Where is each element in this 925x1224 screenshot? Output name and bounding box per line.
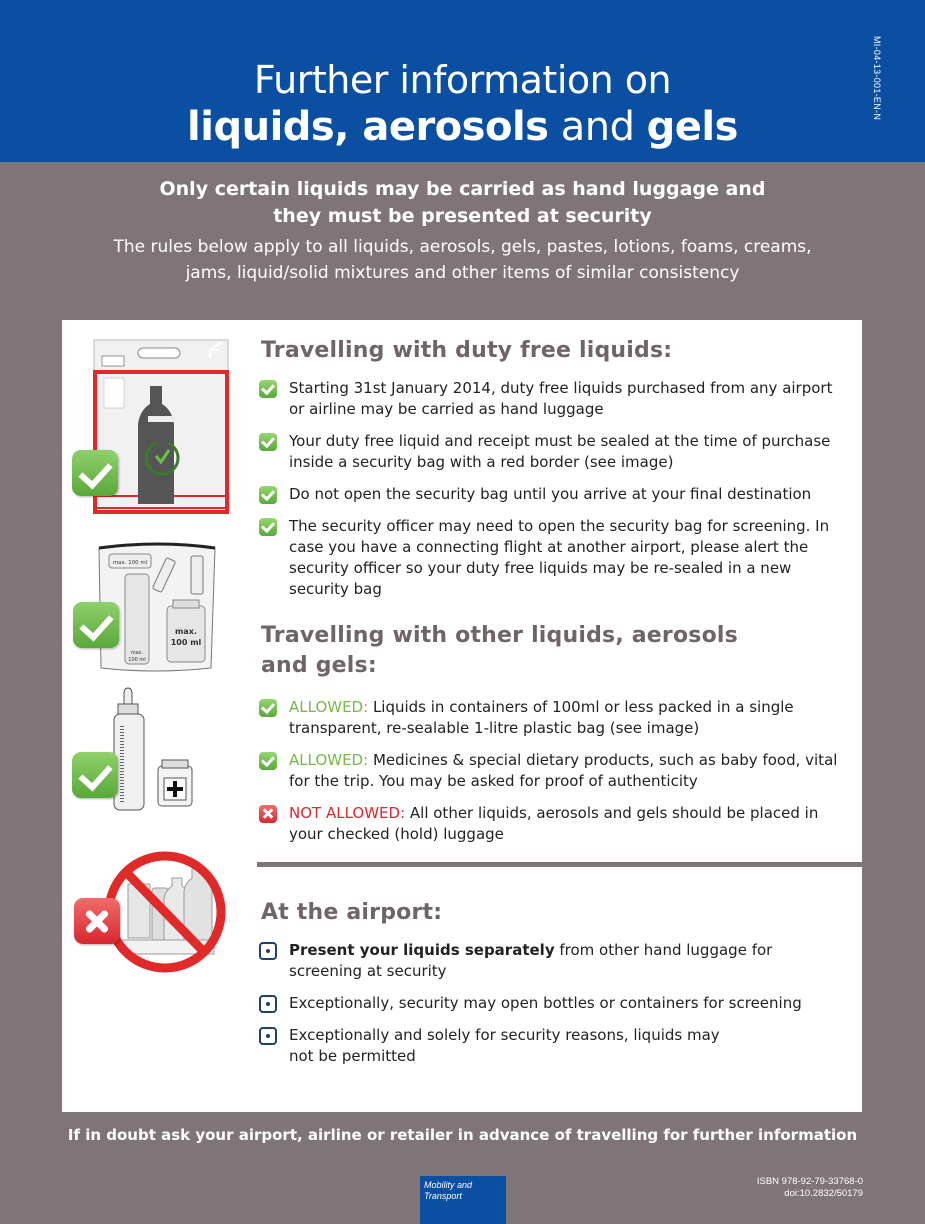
list-item bbox=[259, 940, 779, 982]
not-allowed-label: NOT ALLOWED: bbox=[289, 804, 406, 822]
item-text: Medicines & special dietary products, such as baby food, vital for the trip. You may be asked for proof of authenticity bbox=[289, 751, 838, 790]
security-bag-illustration bbox=[92, 338, 232, 516]
airport-list bbox=[259, 940, 802, 1078]
logo-line2: Transport bbox=[424, 1191, 462, 1201]
title-connector: and bbox=[548, 104, 647, 150]
item-text: Exceptionally, security may open bottles or containers for screening bbox=[289, 994, 802, 1012]
baby-bottle-medicine-icon bbox=[102, 686, 212, 816]
item-text: The security officer may need to open the security bag for screening. In case you have a connecting flight at another airport, please alert the security officer so your duty free liquids may be re-sealed in a new security bag bbox=[289, 517, 830, 598]
list-item bbox=[259, 803, 849, 845]
other-liquids-heading bbox=[261, 621, 738, 681]
logo-line1: Mobility and bbox=[424, 1180, 473, 1190]
doi: doi:10.2832/50179 bbox=[784, 1188, 863, 1199]
item-text: Starting 31st January 2014, duty free liquids purchased from any airport or airline may be carried as hand luggage bbox=[289, 379, 833, 418]
section-divider bbox=[257, 862, 862, 867]
svg-text:max.: max. bbox=[130, 650, 144, 656]
list-item bbox=[259, 378, 849, 420]
document-code: MI-04-13-001-EN-N bbox=[872, 36, 882, 121]
check-icon bbox=[259, 486, 277, 504]
other-liquids-heading-line2: and gels: bbox=[261, 653, 377, 678]
item-text: Do not open the security bag until you arrive at your final destination bbox=[289, 485, 812, 503]
publication-info bbox=[757, 1176, 863, 1200]
check-icon bbox=[259, 699, 277, 717]
baby-food-medicine-illustration bbox=[102, 686, 212, 816]
list-item bbox=[259, 993, 819, 1014]
list-item bbox=[259, 484, 849, 505]
intro-sub bbox=[0, 234, 925, 286]
item-text: Your duty free liquid and receipt must be sealed at the time of purchase inside a security bag with a red border (see image) bbox=[289, 432, 831, 471]
check-icon bbox=[259, 380, 277, 398]
isbn: ISBN 978-92-79-33768-0 bbox=[756, 1176, 863, 1187]
mobility-transport-logo bbox=[420, 1176, 506, 1224]
item-emphasis: Present your liquids separately bbox=[289, 941, 555, 959]
allowed-check-badge bbox=[72, 450, 118, 496]
allowed-check-badge bbox=[73, 602, 119, 648]
list-item bbox=[259, 516, 849, 600]
bullet-icon bbox=[259, 995, 277, 1013]
list-item bbox=[259, 1025, 739, 1067]
other-liquids-heading-line1: Travelling with other liquids, aerosols bbox=[261, 623, 738, 648]
svg-text:100 ml: 100 ml bbox=[128, 657, 146, 663]
content-card bbox=[62, 320, 862, 1112]
duty-free-heading: Travelling with duty free liquids: bbox=[261, 338, 673, 363]
svg-text:max.: max. bbox=[175, 627, 197, 636]
item-text: Exceptionally and solely for security reasons, liquids may not be permitted bbox=[289, 1026, 720, 1065]
cross-icon bbox=[259, 805, 277, 823]
title-bold-2: gels bbox=[646, 104, 738, 150]
not-allowed-x-badge bbox=[74, 898, 120, 944]
intro-sub-line2: jams, liquid/solid mixtures and other items of similar consistency bbox=[185, 263, 740, 283]
header-banner bbox=[0, 0, 925, 162]
intro bbox=[0, 176, 925, 286]
check-icon bbox=[259, 433, 277, 451]
intro-sub-line1: The rules below apply to all liquids, aerosols, gels, pastes, lotions, foams, creams, bbox=[113, 237, 812, 257]
page-title-line2 bbox=[0, 104, 925, 150]
allowed-label: ALLOWED: bbox=[289, 698, 369, 716]
intro-lead-line2: they must be presented at security bbox=[273, 205, 652, 227]
bullet-icon bbox=[259, 942, 277, 960]
list-item bbox=[259, 750, 849, 792]
item-text: Liquids in containers of 100ml or less packed in a single transparent, re-sealable 1-litre plastic bag (see image) bbox=[289, 698, 794, 737]
duty-free-list bbox=[259, 378, 849, 611]
liquids-bag-illustration bbox=[97, 542, 217, 672]
item-text: All other liquids, aerosols and gels should be placed in your checked (hold) luggage bbox=[289, 804, 819, 843]
list-item bbox=[259, 697, 849, 739]
intro-lead-line1: Only certain liquids may be carried as hand luggage and bbox=[159, 178, 766, 200]
intro-lead bbox=[0, 176, 925, 230]
check-icon bbox=[259, 518, 277, 536]
airport-heading: At the airport: bbox=[261, 900, 443, 925]
page-title-line1: Further information on bbox=[253, 58, 672, 102]
allowed-label: ALLOWED: bbox=[289, 751, 369, 769]
prohibited-liquids-illustration bbox=[100, 848, 230, 978]
check-icon bbox=[259, 752, 277, 770]
item-text: from other hand luggage for screening at security bbox=[289, 941, 773, 980]
svg-text:max. 100 ml: max. 100 ml bbox=[112, 560, 148, 566]
footer-note: If in doubt ask your airport, airline or retailer in advance of travelling for further information bbox=[67, 1126, 858, 1144]
svg-text:100 ml: 100 ml bbox=[170, 638, 202, 647]
list-item bbox=[259, 431, 849, 473]
title-bold-1: liquids, aerosols bbox=[187, 104, 549, 150]
other-liquids-list bbox=[259, 697, 849, 856]
bullet-icon bbox=[259, 1027, 277, 1045]
allowed-check-badge bbox=[72, 752, 118, 798]
